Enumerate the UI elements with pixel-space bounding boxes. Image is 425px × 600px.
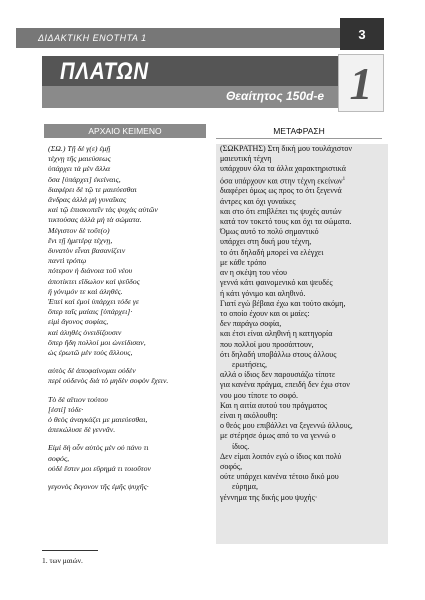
translation-line: με στέρησε όμως από το να γεννώ ο [220, 431, 336, 441]
translation-line: διαφέρει όμως ως προς το ότι ξεγεννά [220, 186, 342, 196]
translation-line: Δεν είμαι λοιπόν εγώ ο ίδιος και πολύ [220, 451, 342, 461]
translation-line: Όμως αυτό το πολύ σημαντικό [220, 227, 319, 237]
ancient-line: καὶ ἀληθὲς ὀνειδίζουσιν [48, 327, 122, 337]
translation-line: υπάρχει στη δική μου τέχνη, [220, 237, 312, 247]
ancient-line: οὐδέ ἔστιν μοι εὕρημά τι τοιοῦτον [48, 463, 151, 473]
translation-line: που πολλοί μου προσάπτουν, [220, 339, 314, 349]
translation-line: υπάρχουν όλα τα άλλα χαρακτηριστικά [220, 164, 346, 174]
ancient-line: παντὶ τρόπῳ [48, 256, 87, 266]
ancient-line: Εἰμὶ δὴ οὖν αὐτὸς μὲν οὐ πάνυ τι [48, 443, 149, 453]
translation-line: και έτσι είναι αληθινή η κατηγορία [220, 329, 333, 339]
ancient-line: σοφός, [48, 453, 70, 463]
ancient-line: ὑπάρχει τὰ μὲν ἄλλα [48, 164, 111, 174]
translation-line: αν η σκέψη του νέου [220, 268, 287, 278]
top-bar [16, 28, 384, 48]
unit-number: 1 [338, 54, 384, 112]
translation-line: το ότι δηλαδή μπορεί να ελέγχει [220, 247, 324, 257]
translation-line: σοφός, [220, 461, 243, 471]
ancient-line: τικτούσας ἀλλὰ μὴ τὰ σώματα. [48, 215, 142, 225]
ancient-line: ἄνδρας ἀλλὰ μὴ γυναῖκας [48, 195, 127, 205]
translation-line: γέννημα της δικής μου ψυχής· [220, 492, 318, 502]
translation-line: Γιατί εγώ βέβαια έχω και τούτο ακόμη, [220, 298, 346, 308]
translation-line: κατά τον τοκετό τους και όχι τα σώματα. [220, 217, 352, 227]
ancient-line: αὐτὸς δὲ ἀποφαίνομαι οὐδὲν [48, 366, 136, 376]
title-bar [42, 56, 338, 86]
translation-column [216, 144, 388, 544]
ancient-line: Τὸ δὲ αἴτιον τούτου [48, 394, 108, 404]
ancient-line: ὅσα [ὑπάρχει] ἐκείναις, [48, 174, 121, 184]
ancient-line: Ἐπεὶ καὶ ἐμοὶ ὑπάρχει τόδε γε [48, 297, 139, 307]
translation-heading: ΜΕΤΑΦΡΑΣΗ [216, 124, 382, 139]
ancient-line: ὅπερ ἤδη πολλοί μοι ὠνείδισαν, [48, 337, 146, 347]
translation-line: γεννά κάτι φαινομενικό και ψευδές [220, 278, 333, 288]
section-title: ΔΙΔΑΚΤΙΚΗ ΕΝΟΤΗΤΑ 1 [38, 33, 147, 43]
ancient-line: Μέγιστον δὲ τοῦτ(ο) [48, 225, 110, 235]
translation-line: ή κάτι γόνιμο και αληθινό. [220, 288, 306, 298]
translation-line: είναι η ακόλουθη: [220, 410, 278, 420]
footnote: 1. των μαιών. [42, 556, 83, 565]
work-reference: Θεαίτητος 150d-e [225, 89, 324, 103]
ancient-line: πότερον ἡ διάνοια τοῦ νέου [48, 266, 133, 276]
ancient-line: [ἐστί] τόδε· [48, 404, 84, 414]
translation-line: ο θεός μου επιβάλλει να ξεγεννώ άλλους, [220, 421, 353, 431]
translation-text: όσα υπάρχουν και στην τέχνη εκείνων [220, 176, 343, 186]
ancient-line: εἰμὶ ἄγονος σοφίας, [48, 317, 109, 327]
subtitle-bar [42, 86, 338, 108]
ancient-line: δυνατὸν εἶναι βασανίζειν [48, 246, 126, 256]
translation-line: ίδιος. [232, 441, 250, 451]
translation-line: με κάθε τρόπο [220, 257, 267, 267]
footnote-divider [42, 550, 98, 551]
ancient-line: ἀποτίκτει εἴδωλον καὶ ψεῦδος [48, 276, 140, 286]
translation-line: μαιευτική τέχνη [220, 154, 272, 164]
footnote-marker: 1 [342, 176, 346, 182]
translation-line: ούτε υπάρχει κανένα τέτοιο δικό μου [220, 472, 339, 482]
ancient-text-heading: ΑΡΧΑΙΟ ΚΕΙΜΕΝΟ [44, 124, 206, 138]
translation-line: Και η αιτία αυτού του πράγματος [220, 400, 328, 410]
ancient-line: ὅπερ ταῖς μαίαις [ὑπάρχει]· [48, 307, 133, 317]
ancient-line: περὶ οὐδενὸς διὰ τὸ μηδὲν σοφὸν ἔχειν. [48, 376, 169, 386]
ancient-line: ὁ θεὸς ἀναγκάζει με μαιεύεσθαι, [48, 415, 148, 425]
translation-line: ότι δηλαδή υποβάλλω στους άλλους [220, 349, 337, 359]
translation-line: (ΣΩΚΡΑΤΗΣ) Στη δική μου τουλάχιστον [220, 144, 353, 153]
translation-line: αλλά ο ίδιος δεν παρουσιάζω τίποτε [220, 370, 336, 380]
translation-line: νου μου τίποτε το σοφό. [220, 390, 298, 400]
ancient-line: ὡς ἐρωτῶ μὲν τοὺς ἄλλους, [48, 348, 133, 358]
translation-line [220, 175, 388, 187]
translation-line: και στο ότι επιβλέπει τις ψυχές αυτών [220, 206, 342, 216]
ancient-line: ἔνι τῇ ἡμετέρᾳ τέχνῃ, [48, 235, 113, 245]
ancient-line: ἀπεκώλυσε δὲ γεννᾶν. [48, 425, 116, 435]
author-title: ΠΛΑΤΩΝ [60, 58, 149, 85]
translation-line: ερωτήσεις, [232, 359, 268, 369]
ancient-line: τέχνῃ τῆς μαιεύσεως [48, 154, 111, 164]
ancient-line: καὶ τῷ ἐπισκοπεῖν τὰς ψυχὰς αὐτῶν [48, 205, 158, 215]
ancient-line: διαφέρει δὲ τῷ τε μαιεύεσθαι [48, 184, 137, 194]
ancient-line: (ΣΩ.) Τῇ δέ γ(ε) ἐμῇ [48, 144, 111, 153]
translation-line: το οποίο έχουν και οι μαίες: [220, 308, 310, 318]
translation-line: άντρες και όχι γυναίκες [220, 196, 296, 206]
ancient-line: ἢ γόνιμόν τε καὶ ἀληθές. [48, 286, 123, 296]
translation-line: για κανένα πράγμα, επειδή δεν έχω στον [220, 380, 350, 390]
translation-line: δεν παράγω σοφία, [220, 319, 282, 329]
page-number: 3 [340, 18, 384, 50]
translation-line: εύρημα, [232, 482, 258, 492]
ancient-text-column [48, 144, 208, 492]
ancient-line: γεγονὸς ἔκγονον τῆς ἐμῆς ψυχῆς· [48, 482, 149, 492]
